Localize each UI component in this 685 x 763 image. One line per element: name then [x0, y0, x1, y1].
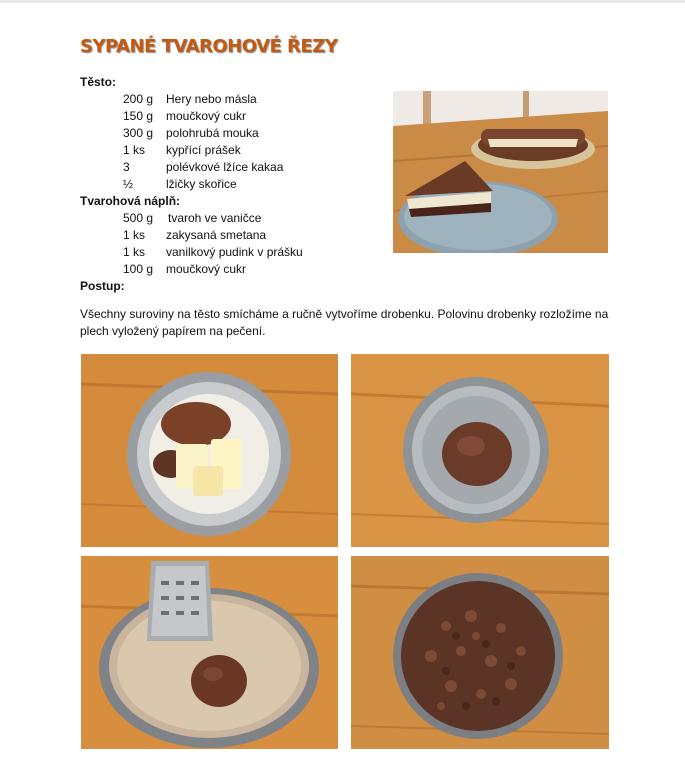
ingredient-name: zakysaná smetana [166, 228, 267, 242]
ingredient-qty: 200 g [123, 92, 154, 106]
ingredient-name: moučkový cukr [166, 109, 247, 123]
bowl-dough-ball-photo [351, 354, 609, 547]
crumble-in-pan-photo [351, 556, 609, 749]
ingredient-qty: 1 ks [123, 143, 146, 157]
ingredient-qty: 100 g [123, 262, 154, 276]
ingredient-name: kypřící prášek [166, 143, 241, 157]
ingredient-name: lžičky skořice [166, 177, 237, 191]
ingredient-name: polévkové lžíce kakaa [166, 160, 284, 174]
ingredient-name: vanilkový pudink v prášku [166, 245, 303, 259]
bowl-ingredients-photo [81, 354, 338, 547]
ingredient-name: moučkový cukr [166, 262, 247, 276]
ingredient-qty: 300 g [123, 126, 154, 140]
ingredient-name: Hery nebo másla [166, 92, 257, 106]
ingredient-qty: 1 ks [123, 228, 146, 242]
ingredient-qty: 1 ks [123, 245, 146, 259]
procedure-heading: Postup: [80, 279, 125, 293]
finished-cake-photo [393, 91, 608, 253]
ingredient-qty: 500 g [123, 211, 154, 225]
recipe-title: SYPANÉ TVAROHOVÉ ŘEZY [80, 36, 338, 57]
page-top-edge [0, 0, 685, 3]
ingredient-name: tvaroh ve vaničce [168, 211, 262, 225]
ingredient-qty: 3 [123, 160, 130, 174]
ingredient-qty: ½ [123, 177, 134, 191]
grater-dough-photo [81, 556, 338, 749]
ingredient-qty: 150 g [123, 109, 154, 123]
ingredient-name: polohrubá mouka [166, 126, 259, 140]
dough-heading: Těsto: [80, 75, 116, 89]
procedure-paragraph: Všechny suroviny na těsto smícháme a ručně vytvoříme drobenku. Polovinu drobenky rozložíme na plech vyložený papírem na pečení. [80, 307, 609, 338]
filling-heading: Tvarohová náplň: [80, 194, 181, 208]
